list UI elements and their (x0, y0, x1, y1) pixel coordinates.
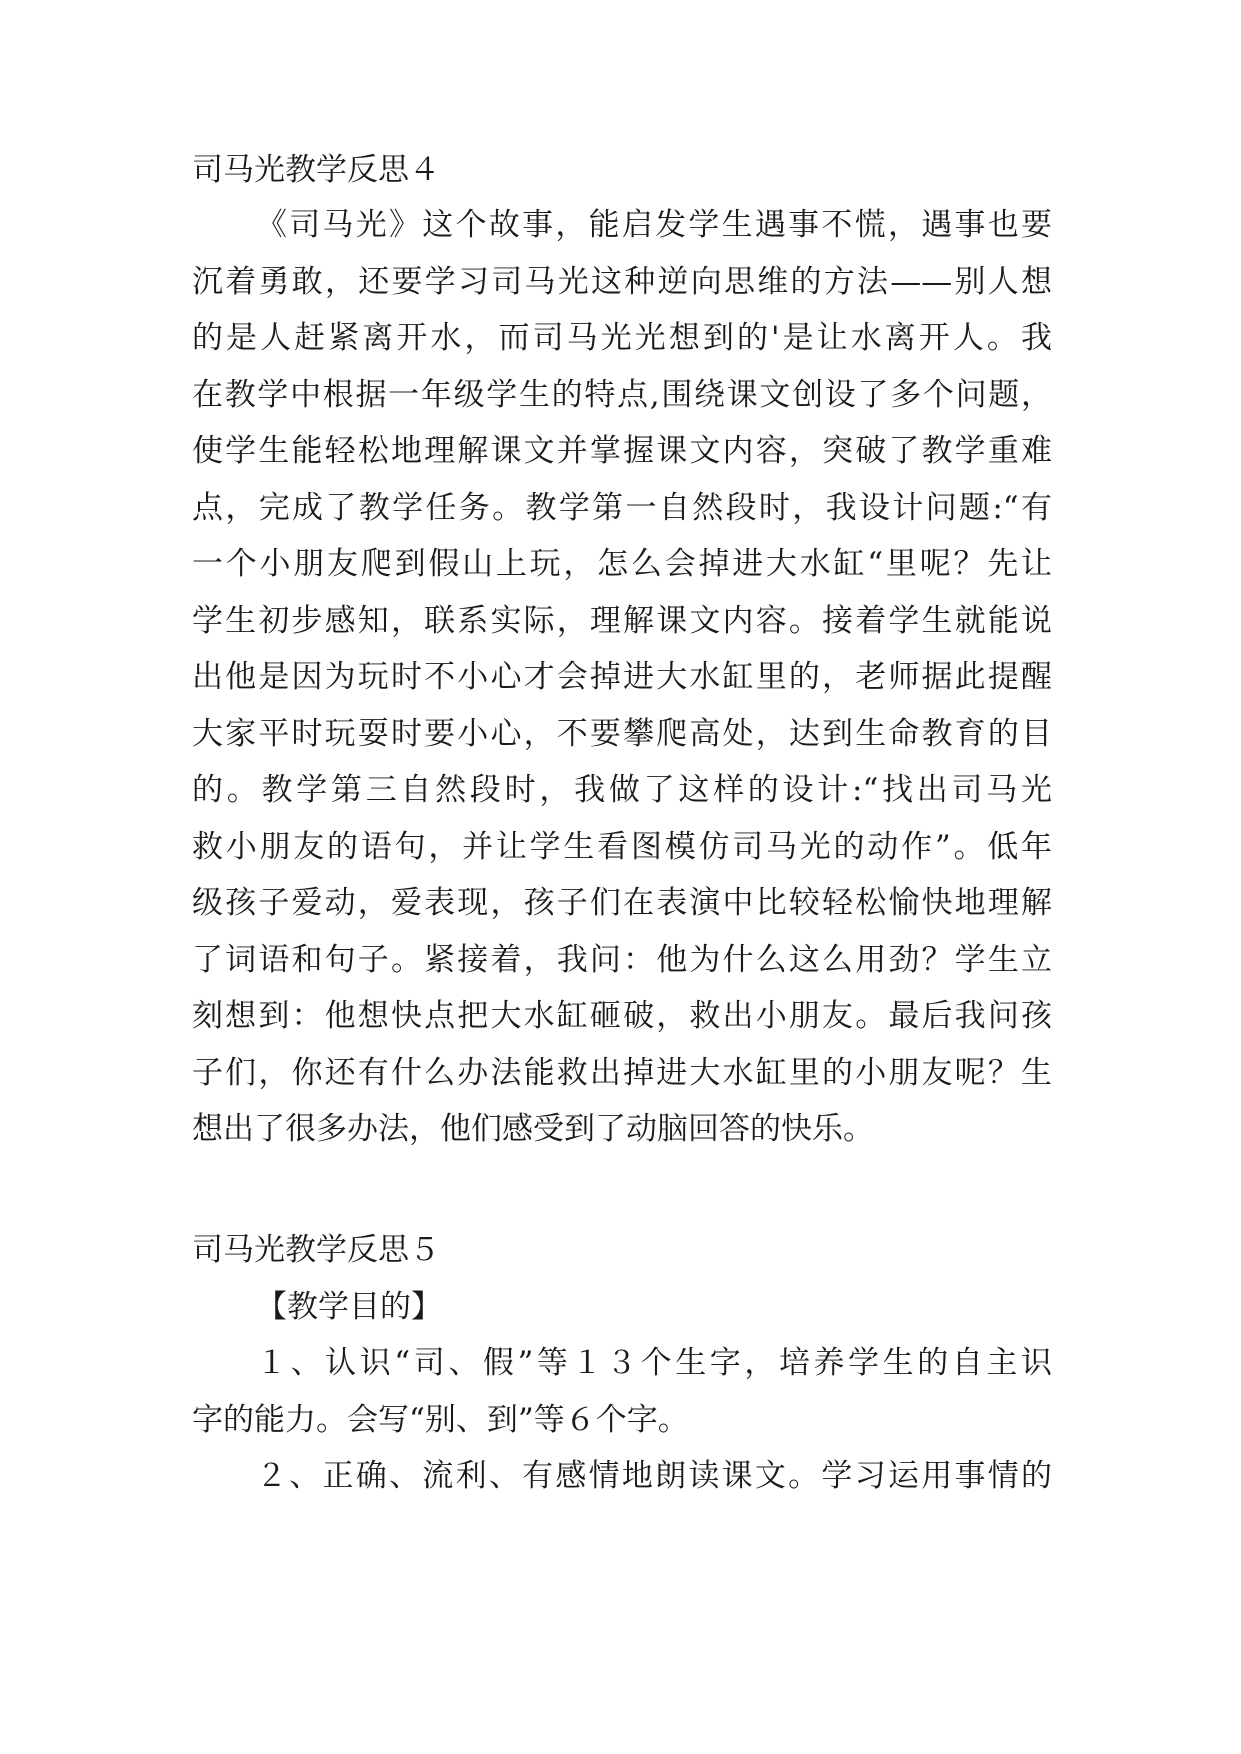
section-4-line-10: 大家平时玩耍时要小心，不要攀爬高处，达到生命教育的目 (192, 716, 1052, 752)
section-5-line-1: １、认识“司、假”等１３个生字，培养学生的自主识 (256, 1345, 1052, 1381)
section-4-line-4: 在教学中根据一年级学生的特点,围绕课文创设了多个问题， (192, 377, 1052, 413)
section-4-line-7: 一个小朋友爬到假山上玩，怎么会掉进大水缸“里呢？先让 (192, 546, 1052, 582)
section-4-line-16: 子们，你还有什么办法能救出掉进大水缸里的小朋友呢？生 (192, 1055, 1052, 1091)
section-4-line-5: 使学生能轻松地理解课文并掌握课文内容，突破了教学重难 (192, 433, 1052, 469)
section-5-line-3: ２、正确、流利、有感情地朗读课文。学习运用事情的 (256, 1458, 1052, 1494)
section-4-line-14: 了词语和句子。紧接着，我问：他为什么这么用劲？学生立 (192, 942, 1052, 978)
section-4-line-12: 救小朋友的语句，并让学生看图模仿司马光的动作”。低年 (192, 829, 1052, 865)
section-4-line-17: 想出了很多办法，他们感受到了动脑回答的快乐。 (192, 1111, 874, 1147)
section-5-heading: 司马光教学反思５ (192, 1232, 440, 1268)
section-5-line-2: 字的能力。会写“别、到”等６个字。 (192, 1402, 689, 1438)
section-4-line-13: 级孩子爱动，爱表现，孩子们在表演中比较轻松愉快地理解 (192, 885, 1052, 921)
section-4-line-2: 沉着勇敢，还要学习司马光这种逆向思维的方法——别人想 (192, 264, 1052, 300)
section-4-line-6: 点，完成了教学任务。教学第一自然段时，我设计问题:“有 (192, 490, 1052, 526)
section-5-subheading: 【教学目的】 (256, 1289, 442, 1325)
section-4-line-3: 的是人赶紧离开水，而司马光光想到的'是让水离开人。我 (192, 320, 1052, 356)
section-4-line-11: 的。教学第三自然段时，我做了这样的设计:“找出司马光 (192, 772, 1052, 808)
section-4-line-15: 刻想到：他想快点把大水缸砸破，救出小朋友。最后我问孩 (192, 998, 1052, 1034)
section-4-line-8: 学生初步感知，联系实际，理解课文内容。接着学生就能说 (192, 603, 1052, 639)
section-4-line-1: 《司马光》这个故事，能启发学生遇事不慌，遇事也要 (256, 207, 1052, 243)
section-4-line-9: 出他是因为玩时不小心才会掉进大水缸里的，老师据此提醒 (192, 659, 1052, 695)
section-4-heading: 司马光教学反思４ (192, 152, 440, 188)
